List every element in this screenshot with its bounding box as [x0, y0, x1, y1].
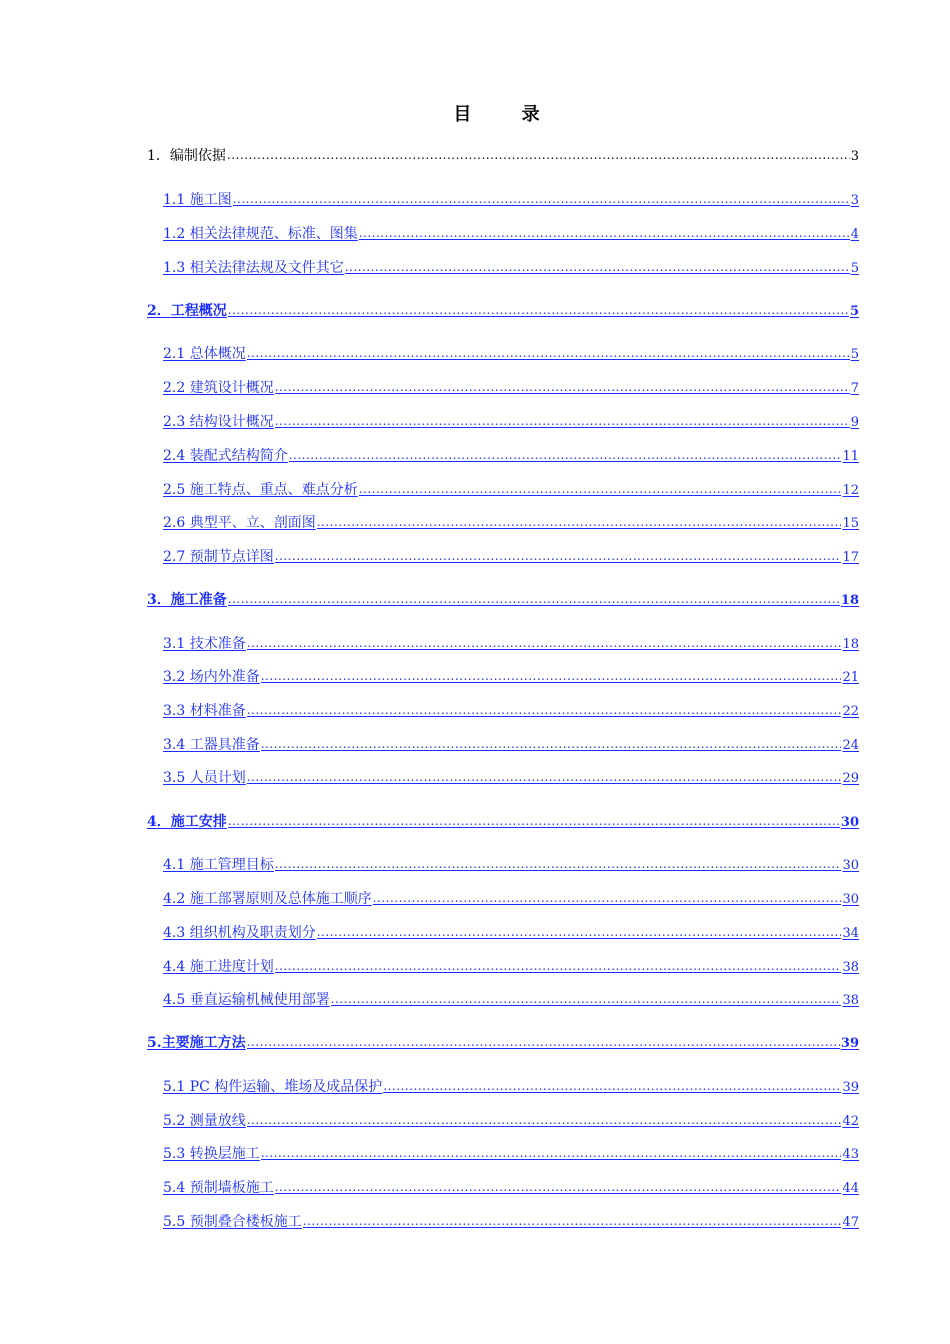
toc-entry-page-number: 15 [842, 516, 859, 531]
toc-entry[interactable] [163, 735, 859, 755]
toc-entry-label: 1.3 相关法律法规及文件其它 [163, 260, 344, 276]
toc-entry [147, 146, 859, 166]
toc-entry-label: 1.1 施工图 [163, 192, 232, 208]
toc-entry-label: 2.3 结构设计概况 [163, 414, 274, 430]
toc-entry-page-number: 9 [850, 415, 859, 430]
toc-entry-page-number: 38 [842, 960, 859, 975]
toc-entry[interactable] [163, 1077, 859, 1097]
toc-entry-page-number: 3 [850, 193, 859, 208]
toc-leader-dots [228, 811, 840, 831]
toc-entry-page-number: 18 [840, 593, 859, 608]
toc-entry-page-number: 21 [842, 670, 859, 685]
toc-entry[interactable] [163, 258, 859, 278]
toc-leader-dots [383, 1076, 841, 1096]
toc-entry-label: 3．施工准备 [147, 592, 227, 608]
toc-entry-page-number: 42 [842, 1114, 859, 1129]
toc-entry-label: 1．编制依据 [147, 148, 226, 164]
toc-entry-label: 1.2 相关法律规范、标准、图集 [163, 226, 358, 242]
toc-entry-page-number: 5 [850, 347, 859, 362]
toc-entry-label: 2.7 预制节点详图 [163, 549, 274, 565]
toc-entry-page-number: 22 [842, 704, 859, 719]
toc-entry-page-number: 18 [842, 637, 859, 652]
toc-entry-label: 2.4 装配式结构简介 [163, 448, 288, 464]
toc-leader-dots [227, 145, 850, 165]
toc-leader-dots [275, 854, 842, 874]
toc-entry[interactable] [147, 1033, 859, 1053]
toc-entry-label: 4.1 施工管理目标 [163, 857, 274, 873]
toc-leader-dots [261, 666, 842, 686]
toc-entry-label: 3.4 工器具准备 [163, 737, 260, 753]
toc-entry-page-number: 5 [849, 304, 859, 319]
toc-leader-dots [247, 1110, 842, 1130]
toc-entry[interactable] [163, 923, 859, 943]
toc-entry[interactable] [163, 344, 859, 364]
toc-entry[interactable] [163, 701, 859, 721]
toc-entry-page-number: 4 [850, 227, 859, 242]
toc-leader-dots [247, 1032, 840, 1052]
toc-entry-page-number: 38 [842, 993, 859, 1008]
toc-leader-dots [331, 989, 842, 1009]
toc-entry[interactable] [163, 513, 859, 533]
toc-entry-label: 5.5 预制叠合楼板施工 [163, 1214, 302, 1230]
toc-entry-label: 5.4 预制墙板施工 [163, 1180, 274, 1196]
toc-entry[interactable] [163, 1144, 859, 1164]
toc-leader-dots [247, 767, 842, 787]
toc-entry[interactable] [163, 224, 859, 244]
toc-entry[interactable] [163, 855, 859, 875]
toc-entry-page-number: 47 [842, 1215, 859, 1230]
toc-entry-page-number: 30 [842, 858, 859, 873]
toc-entry-page-number: 5 [850, 261, 859, 276]
toc-entry-page-number: 39 [842, 1080, 859, 1095]
toc-entry-label: 4.4 施工进度计划 [163, 959, 274, 975]
toc-entry-page-number: 29 [842, 771, 859, 786]
toc-entry-label: 5.1 PC 构件运输、堆场及成品保护 [163, 1079, 383, 1095]
toc-leader-dots [345, 257, 850, 277]
toc-leader-dots [233, 189, 850, 209]
toc-leader-dots [289, 445, 842, 465]
toc-entry-label: 2．工程概况 [147, 303, 227, 319]
toc-entry-label: 3.3 材料准备 [163, 703, 246, 719]
toc-entry[interactable] [163, 634, 859, 654]
toc-entry-page-number: 12 [842, 483, 859, 498]
toc-entry-page-number: 17 [842, 550, 859, 565]
toc-leader-dots [275, 1177, 842, 1197]
toc-entry-label: 3.2 场内外准备 [163, 669, 260, 685]
toc-entry-page-number: 30 [840, 815, 859, 830]
toc-leader-dots [317, 922, 842, 942]
toc-leader-dots [275, 956, 842, 976]
toc-entry[interactable] [147, 812, 859, 832]
toc-leader-dots [275, 411, 850, 431]
toc-entry[interactable] [163, 667, 859, 687]
toc-entry-page-number: 39 [840, 1036, 859, 1051]
toc-entry-label: 5.主要施工方法 [147, 1035, 246, 1051]
toc-leader-dots [303, 1211, 842, 1231]
toc-entry-page-number: 7 [850, 381, 859, 396]
toc-entry[interactable] [163, 378, 859, 398]
toc-entry-label: 4.3 组织机构及职责划分 [163, 925, 316, 941]
toc-entry[interactable] [163, 1111, 859, 1131]
toc-entry[interactable] [163, 412, 859, 432]
toc-entry-label: 2.5 施工特点、重点、难点分析 [163, 482, 358, 498]
toc-leader-dots [261, 1143, 842, 1163]
toc-entry[interactable] [163, 889, 859, 909]
toc-entry-page-number: 3 [850, 149, 859, 164]
toc-entry[interactable] [163, 547, 859, 567]
toc-entry[interactable] [163, 1212, 859, 1232]
toc-leader-dots [275, 377, 850, 397]
toc-entry[interactable] [163, 768, 859, 788]
toc-leader-dots [228, 300, 849, 320]
toc-entry-label: 5.3 转换层施工 [163, 1146, 260, 1162]
toc-entry-page-number: 34 [842, 926, 859, 941]
toc-entry[interactable] [147, 301, 859, 321]
toc-entry-page-number: 30 [842, 892, 859, 907]
toc-entry[interactable] [163, 957, 859, 977]
toc-leader-dots [317, 512, 842, 532]
toc-entry[interactable] [163, 190, 859, 210]
toc-entry[interactable] [163, 446, 859, 466]
page-title: 目 录 [453, 104, 562, 125]
toc-entry[interactable] [163, 1178, 859, 1198]
toc-leader-dots [373, 888, 842, 908]
toc-entry-label: 4．施工安排 [147, 814, 227, 830]
toc-entry[interactable] [163, 480, 859, 500]
toc-entry-label: 3.1 技术准备 [163, 636, 246, 652]
toc-entry-page-number: 43 [842, 1147, 859, 1162]
toc-entry-label: 2.1 总体概况 [163, 346, 246, 362]
toc-entry-page-number: 24 [842, 738, 859, 753]
toc-entry-page-number: 11 [842, 449, 859, 464]
toc-entry-label: 4.2 施工部署原则及总体施工顺序 [163, 891, 372, 907]
toc-entry[interactable] [147, 590, 859, 610]
toc-leader-dots [261, 734, 842, 754]
toc-entry-label: 3.5 人员计划 [163, 770, 246, 786]
toc-entry-label: 2.6 典型平、立、剖面图 [163, 515, 316, 531]
toc-leader-dots [359, 223, 850, 243]
toc-leader-dots [247, 700, 842, 720]
toc-entry[interactable] [163, 990, 859, 1010]
toc-leader-dots [247, 343, 850, 363]
toc-entry-label: 4.5 垂直运输机械使用部署 [163, 992, 330, 1008]
toc-leader-dots [228, 589, 840, 609]
toc-leader-dots [247, 633, 842, 653]
toc-leader-dots [359, 479, 842, 499]
toc-entry-label: 5.2 测量放线 [163, 1113, 246, 1129]
toc-entry-label: 2.2 建筑设计概况 [163, 380, 274, 396]
toc-entry-page-number: 44 [842, 1181, 859, 1196]
toc-leader-dots [275, 546, 842, 566]
